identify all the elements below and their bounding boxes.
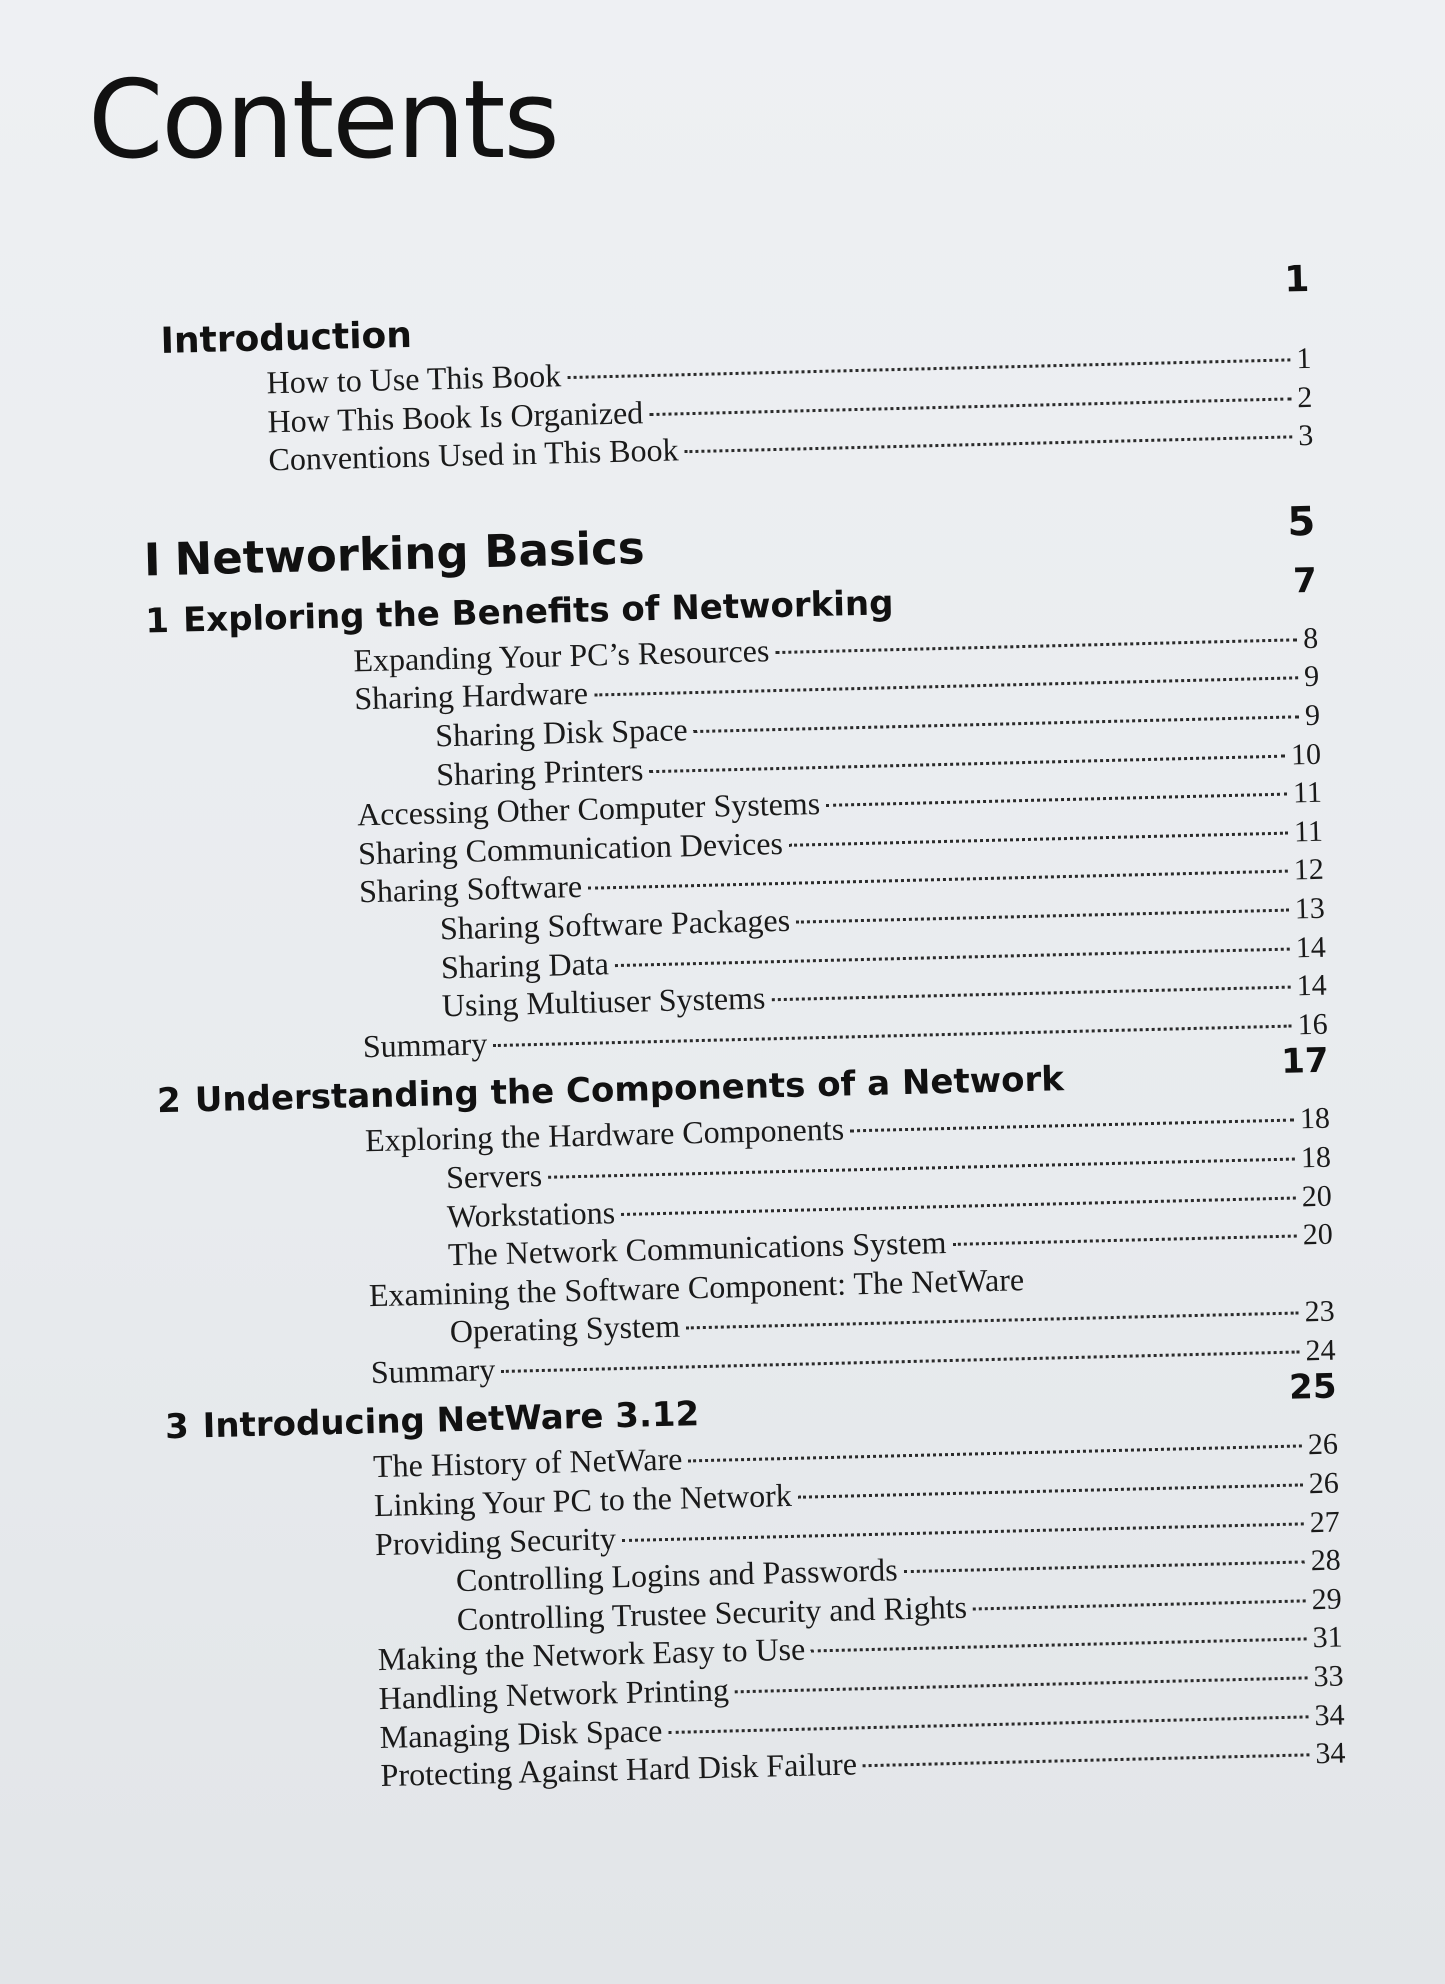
toc-entry-page: 9: [1303, 660, 1320, 694]
dot-leader: [622, 1522, 1304, 1542]
toc-section-number: I: [143, 532, 162, 587]
toc-entry-title: How This Book Is Organized: [267, 393, 644, 439]
dot-leader: [775, 638, 1297, 654]
toc-entry-page: 1: [1295, 341, 1312, 376]
toc-entry-title: Sharing Hardware: [353, 675, 589, 717]
toc-entry-title: Operating System: [449, 1307, 681, 1350]
toc-entry-title: Linking Your PC to the Network: [373, 1476, 793, 1524]
dot-leader: [771, 986, 1290, 1002]
toc-entry-title: Protecting Against Hard Disk Failure: [380, 1745, 858, 1794]
toc-entry-title: Sharing Printers: [435, 750, 644, 792]
toc-entry-title: Sharing Software: [358, 868, 583, 910]
toc-section-number: 1: [144, 600, 170, 642]
toc-section-page: 17: [1280, 1040, 1329, 1083]
dot-leader: [594, 677, 1298, 697]
toc-entry-page: 14: [1296, 968, 1328, 1003]
toc-entry-title: Handling Network Printing: [378, 1671, 730, 1717]
toc-entry-page: 24: [1305, 1333, 1336, 1368]
dot-leader: [684, 436, 1292, 454]
toc-entry-page: 18: [1299, 1101, 1331, 1136]
toc-entry-page: 27: [1309, 1505, 1341, 1539]
dot-leader: [548, 1157, 1295, 1178]
toc-entry-page: 18: [1300, 1140, 1332, 1175]
toc-entry-page: 12: [1293, 853, 1325, 887]
toc-entry-title: Exploring the Hardware Components: [364, 1110, 845, 1159]
toc-entry-title: Using Multiuser Systems: [441, 979, 766, 1024]
toc-section-label: Introducing NetWare 3.12: [202, 1394, 700, 1447]
toc-entry-title: Summary: [370, 1351, 496, 1391]
dot-leader: [952, 1235, 1296, 1246]
toc-entry-title: Making the Network Easy to Use: [377, 1631, 806, 1678]
toc-entry-title: Sharing Data: [440, 944, 610, 985]
toc-entry-page: 23: [1304, 1294, 1336, 1329]
toc-entry-title: The History of NetWare: [372, 1441, 683, 1485]
toc-entry-title: Expanding Your PC’s Resources: [352, 631, 770, 679]
dot-leader: [826, 793, 1287, 807]
toc-section-page: 1: [1283, 258, 1310, 301]
toc-section-label: Exploring the Benefits of Networking: [182, 582, 894, 641]
toc-section-number: 3: [164, 1407, 190, 1448]
dot-leader: [973, 1599, 1306, 1610]
toc-entry-page: 33: [1313, 1659, 1344, 1694]
toc-entry-page: 34: [1314, 1698, 1345, 1732]
toc-entry-title: Providing Security: [374, 1519, 617, 1562]
toc-entry-page: 31: [1312, 1620, 1343, 1655]
toc-entry-page: 3: [1297, 419, 1314, 453]
toc-entry-title: Sharing Software Packages: [439, 901, 791, 947]
toc-entry-page: 11: [1293, 814, 1324, 849]
toc-section-number: 2: [156, 1081, 182, 1122]
toc-entry-page: 13: [1294, 891, 1326, 926]
toc-entry-page: 8: [1302, 621, 1319, 655]
toc-entry-title: Servers: [445, 1156, 543, 1196]
toc-entry-title: Controlling Logins and Passwords: [455, 1551, 899, 1599]
toc-section-label: Understanding the Components of a Network: [194, 1059, 1065, 1121]
dot-leader: [588, 870, 1288, 890]
dot-leader: [501, 1350, 1299, 1373]
toc-entry-page: 20: [1302, 1217, 1334, 1252]
toc-entry-title: Summary: [362, 1024, 488, 1064]
dot-leader: [811, 1638, 1306, 1653]
dot-leader: [796, 909, 1289, 924]
dot-leader: [688, 1445, 1302, 1463]
toc-entry-title: Sharing Disk Space: [434, 711, 689, 754]
dot-leader: [649, 754, 1285, 773]
toc-section-label: Networking Basics: [173, 521, 646, 586]
dot-leader: [789, 831, 1288, 846]
dot-leader: [686, 1312, 1299, 1330]
page-heading: Contents: [88, 58, 558, 183]
toc-entry-title: Examining the Software Component: The NetWare: [368, 1260, 1025, 1313]
dot-leader: [904, 1561, 1305, 1574]
toc-entry-page: 28: [1310, 1543, 1342, 1578]
dot-leader: [621, 1196, 1296, 1215]
dot-leader: [798, 1483, 1303, 1498]
toc-entry-title: Accessing Other Computer Systems: [356, 785, 821, 833]
toc-entry-page: 20: [1301, 1179, 1333, 1213]
toc-entry-title: Sharing Communication Devices: [357, 824, 784, 872]
toc-entry-page: 14: [1295, 930, 1327, 964]
toc-entry-page: 26: [1307, 1428, 1339, 1462]
toc-section-page: 7: [1292, 560, 1318, 602]
table-of-contents: [143, 258, 1346, 1799]
toc-entry-page: 34: [1315, 1736, 1346, 1771]
toc-entry-page: 10: [1290, 737, 1322, 772]
dot-leader: [649, 397, 1291, 416]
toc-entry-title: Conventions Used in This Book: [268, 431, 679, 478]
toc-entry-title: How to Use This Book: [266, 357, 562, 401]
dot-leader: [567, 358, 1290, 379]
toc-entry-page: 26: [1308, 1466, 1340, 1501]
toc-entry-page: 11: [1292, 775, 1323, 810]
toc-entry-page: 16: [1297, 1007, 1328, 1042]
dot-leader: [668, 1715, 1308, 1734]
toc-section-page: 5: [1286, 498, 1316, 546]
dot-leader: [694, 715, 1299, 733]
toc-entry-page: 9: [1304, 698, 1321, 733]
toc-entry-page: 2: [1296, 380, 1313, 414]
dot-leader: [615, 947, 1290, 966]
dot-leader: [863, 1754, 1310, 1768]
toc-entry-title: The Network Communications System: [447, 1224, 947, 1273]
toc-entry-page: 29: [1311, 1582, 1343, 1617]
toc-entry-title: Workstations: [446, 1193, 616, 1234]
toc-section-page: 25: [1288, 1367, 1337, 1409]
dot-leader: [735, 1676, 1308, 1693]
dot-leader: [493, 1024, 1291, 1047]
toc-section-label: Introduction: [160, 314, 413, 362]
toc-entry-title: Managing Disk Space: [379, 1711, 663, 1755]
dot-leader: [850, 1119, 1294, 1133]
toc-entry-title: Controlling Trustee Security and Rights: [456, 1588, 968, 1637]
